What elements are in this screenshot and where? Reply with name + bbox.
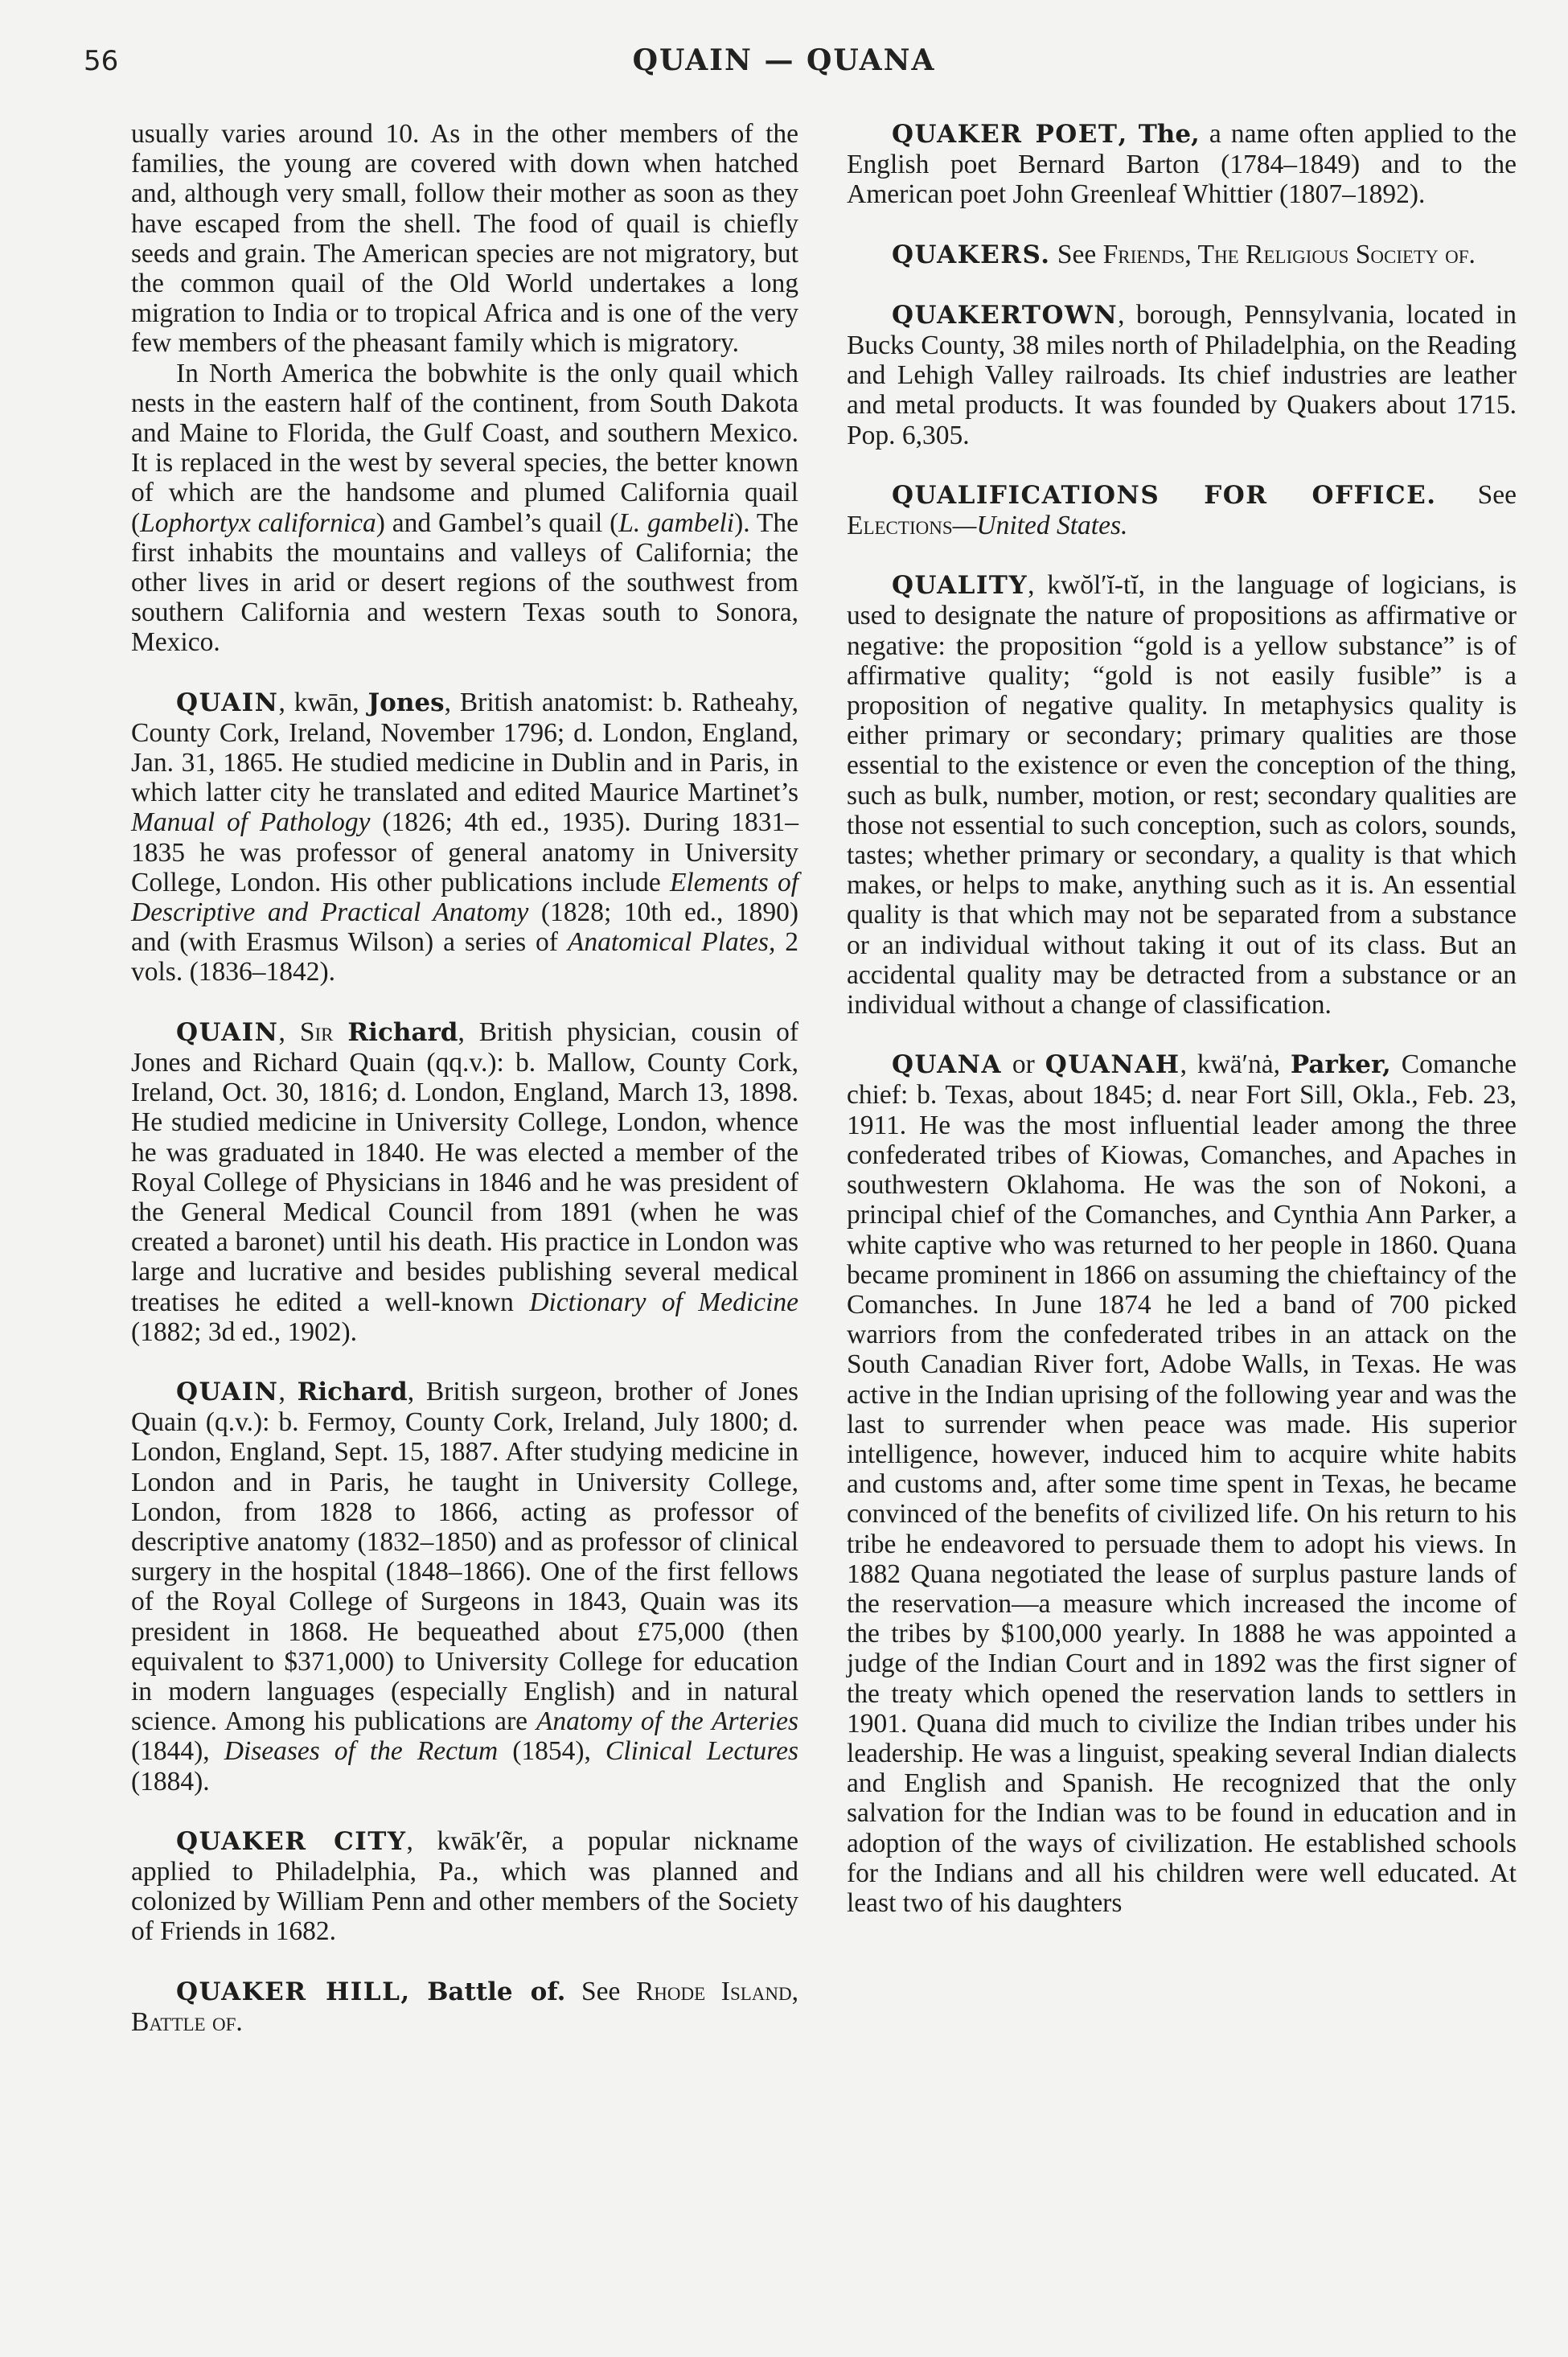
right-column xyxy=(847,119,1517,1948)
entry-quaker-city xyxy=(131,1826,798,1947)
text: , British surgeon, brother of Jones Quain (q.v.): b. Fermoy, County Cork, Ireland, July 1800; d. London, England, Sept. 15, 1887. After studying medicine in London and in Paris, he taught in University College, London, from 1828 to 1866, acting as professor of descriptive anatomy (1832–1850) and as professor of clinical surgery in the hospital (1848–1866). One of the first fellows of the Royal College of Surgeons in 1843, Quain was its president in 1868. He bequeathed about £75,000 (then equivalent to $371,000) to University College for education in modern languages (especially English) and in natural science. Among his publications are xyxy=(131,1376,798,1737)
cross-reference-link[interactable]: Friends, The Religious Society of. xyxy=(1102,239,1476,269)
entry-quana xyxy=(847,1049,1517,1918)
italic-title: Manual of Pathology xyxy=(131,807,371,838)
headword-alt: QUANAH xyxy=(1045,1050,1180,1080)
text: In North America the bobwhite is the only quail which nests in the eastern half of the continent, from South Dakota and Maine to Florida, the Gulf Coast, and southern Mexico. It is replaced in the west by several species, the better known of which are the handsome and plumed California quail ( xyxy=(131,358,798,538)
running-head: QUAIN — QUANA xyxy=(632,43,936,77)
entry-quain-richard: QUAIN, Richard, British surgeon, brother of Jones Quain (q.v.): b. Fermoy, County Cork, Ireland, July 1800; d. London, England, Sept. 15, 1887. After studying medicine in London and in Paris, he taught in University College, London, from 1828 to 1866, acting as professor of descriptive anatomy (1832–1850) and as professor of clinical surgery in the hospital (1848–1866). One of the first fellows of the Royal College of Surgeons in 1843, Quain was its president in 1868. He bequeathed about £75,000 (then equivalent to $371,000) to University College for education in modern languages (especially English) and in natural science. Among his publications are Anatomy of the Arteries (1844), Diseases of the Rectum (1854), Clinical Lectures (1884). xyxy=(131,1376,799,1796)
entry-quakertown xyxy=(847,300,1517,450)
entry-quakers xyxy=(847,240,1517,270)
entry-quain-sir-richard: QUAIN, Sir Richard, British physician, cousin of Jones and Richard Quain (qq.v.): b. Mallow, County Cork, Ireland, Oct. 30, 1816; d. London, England, March 13, 1898. He studied medicine in University College, London, whence he was graduated in 1840. He was elected a member of the Royal College of Physicians in 1846 and he was president of the General Medical Council from 1891 (when he was created a baronet) until his death. His practice in London was large and lucrative and besides publishing several medical treatises he edited a well-known Dictionary of Medicine (1882; 3d ed., 1902). xyxy=(131,1016,799,1347)
text: , kwāk′ẽr, a popular nickname applied to Philadelphia, Pa., which was planned and colonized by William Penn and other members of the Society of Friends in 1682. xyxy=(131,1825,799,1947)
pronunciation: , kwān, xyxy=(278,687,368,717)
text: , British anatomist: b. Ratheahy, County Cork, Ireland, November 1796; d. London, England, Jan. 31, 1865. He studied medicine in Dublin and in Paris, in which latter city he translated and edited Maurice Martinet’s xyxy=(131,687,798,808)
pronunciation: , kwä′nȧ, xyxy=(1180,1049,1291,1080)
connector-text: or xyxy=(1002,1049,1045,1080)
italic-title: Elements of Descriptive and Practical Anatomy xyxy=(131,867,798,928)
headword: QUALITY xyxy=(892,571,1028,601)
italic-title: Dictionary of Medicine xyxy=(529,1287,799,1317)
entry-name: Richard xyxy=(347,1017,458,1047)
headword: QUAIN xyxy=(176,1377,279,1406)
entry-name: Richard xyxy=(297,1377,408,1406)
italic-text: Lophortyx californica xyxy=(140,507,376,538)
left-column xyxy=(131,119,798,2067)
text: , borough, Pennsylvania, located in Bucks County, 38 miles north of Philadelphia, on the Reading and Lehigh Valley railroads. Its chief industries are leather and metal products. It was founded by Quakers about 1715. Pop. 6,305. xyxy=(847,299,1517,450)
headword: QUAIN xyxy=(176,1017,279,1047)
entry-quain-jones xyxy=(131,688,798,988)
headword: QUAKERS. xyxy=(892,240,1051,269)
entry-qualifications-for-office xyxy=(847,480,1517,540)
text: , kwŏl′ĭ-tĭ, in the language of logicians, is used to designate the nature of propositions as affirmative or negative: the proposition “gold is a yellow substance” is of affirmative quality; “gold is not easily fusible” is a proposition of negative quality. In metaphysics quality is either primary or secondary; primary qualities are those essential to the existence or even the conception of the thing, such as bulk, number, motion, or rest; secondary qualities are those not essential to such conception, such as colors, sounds, tastes; whether primary or secondary, a quality is that which makes, or helps to make, anything such as it is. An essential quality is that which may not be separated from a substance or an individual without taking it out of its class. But an accidental quality may be detracted from a substance or an individual without a change of classification. xyxy=(847,570,1517,1020)
text: (1884). xyxy=(131,1766,210,1796)
cross-reference-link[interactable]: Elections xyxy=(847,511,953,541)
text: 2 vols. (1836–1842). xyxy=(131,927,799,988)
text: (1826; 4th ed., 1935). During 1831–1835 he was professor of general anatomy in University College, London. His other publications include xyxy=(131,807,799,897)
text: ) and Gambel’s quail ( xyxy=(376,507,619,538)
text: (1844), xyxy=(131,1736,224,1767)
headword: QUAKER HILL xyxy=(176,1977,401,2006)
headword: QUAKERTOWN xyxy=(892,300,1119,330)
italic-title: Anatomy of the Arteries xyxy=(536,1706,799,1737)
headword: QUANA xyxy=(892,1050,1003,1080)
entry-quality xyxy=(847,570,1517,1020)
italic-title: Clinical Lectures xyxy=(605,1736,798,1767)
text: (1882; 3d ed., 1902). xyxy=(131,1316,357,1347)
italic-title: Diseases of the Rectum xyxy=(224,1736,499,1767)
entry-name: Parker, xyxy=(1290,1050,1391,1080)
entry-quaker-hill xyxy=(131,1977,798,2037)
page-number: 56 xyxy=(84,45,119,77)
entry-name: , The, xyxy=(1118,120,1200,149)
text: (1854), xyxy=(498,1736,605,1767)
text: See xyxy=(1436,479,1517,510)
text: Comanche chief: b. Texas, about 1845; d. near Fort Sill, Okla., Feb. 23, 1911. He was the most influential leader among the three confederated tribes of Kiowas, Comanches, and Apaches in southwestern Oklahoma. He was the son of Nokoni, a principal chief of the Comanches, and Cynthia Ann Parker, a white captive who was returned to her people in 1860. Quana became prominent in 1866 on assuming the chieftaincy of the Comanches. In June 1874 he led a band of 700 picked warriors from the confederated tribes in an attack on the South Canadian River fort, Adobe Walls, in Texas. He was active in the Indian uprising of the following year and was the last to surrender when peace was made. His superior intelligence, however, induced him to acquire white habits and customs and, after some time spent in Texas, he became convinced of the benefits of civilized life. On his return to his tribe he endeavored to persuade them to adopt his views. In 1882 Quana negotiated the lease of surplus pasture lands of the reservation—a measure which increased the income of the tribes by $100,000 yearly. In 1888 he was appointed a judge of the Indian Court and in 1892 was the first signer of the treaty which opened the reservation lands to settlers in 1901. Quana did much to civilize the Indian tribes under his leadership. He was a linguist, speaking several Indian dialects and English and Spanish. He recognized that the only salvation for the Indian was to be found in education and in adoption of the ways of civilization. He established schools for the Indians and all his children were well educated. At least two of his daughters xyxy=(847,1049,1517,1918)
italic-title: Anatomical Plates, xyxy=(567,927,776,958)
cross-reference-link[interactable]: Rhode Island, Battle of. xyxy=(131,1976,798,2037)
headword: QUALIFICATIONS FOR OFFICE. xyxy=(892,480,1437,510)
title-small-caps: Sir xyxy=(299,1016,334,1047)
text: ). The first inhabits the mountains and valleys of California; the other lives in arid or desert regions of the southwest from southern California and western Texas south to Sonora, Mexico. xyxy=(131,507,798,658)
headword: QUAKER CITY xyxy=(176,1826,407,1856)
cross-reference-subtopic[interactable]: —United States. xyxy=(952,511,1128,541)
entry-name: Jones xyxy=(367,688,445,717)
continuation-paragraph: usually varies around 10. As in the other members of the families, the young are covered with down when hatched and, although very small, follow their mother as soon as they have escaped from the shell. The food of quail is chiefly seeds and grain. The American species are not migratory, but the common quail of the Old World undertakes a long migration to India or to tropical Africa and is one of the very few members of the pheasant family which is migratory. xyxy=(131,119,798,359)
text: a name often applied to the English poet Bernard Barton (1784–1849) and to the American poet John Greenleaf Whittier (1807–1892). xyxy=(847,119,1517,210)
text: (1828; 10th ed., 1890) and (with Erasmus Wilson) a series of xyxy=(131,897,799,958)
continuation-paragraph-2 xyxy=(131,359,798,658)
entry-quaker-poet xyxy=(847,119,1517,210)
entry-name: , Battle of. xyxy=(400,1977,566,2006)
headword: QUAIN xyxy=(176,688,279,717)
text: See xyxy=(565,1976,636,2006)
text: See xyxy=(1050,239,1103,269)
italic-text: L. gambeli xyxy=(618,507,735,538)
text: , British physician, cousin of Jones and Richard Quain (qq.v.): b. Mallow, County Cork, Ireland, Oct. 30, 1816; d. London, England, March 13, 1898. He studied medicine in University College, London, whence he was graduated in 1840. He was elected a member of the Royal College of Physicians in 1846 and he was president of the General Medical Council from 1891 (when he was created a baronet) until his death. His practice in London was large and lucrative and besides publishing several medical treatises he edited a well-known xyxy=(131,1016,798,1317)
headword: QUAKER POET xyxy=(892,120,1119,149)
